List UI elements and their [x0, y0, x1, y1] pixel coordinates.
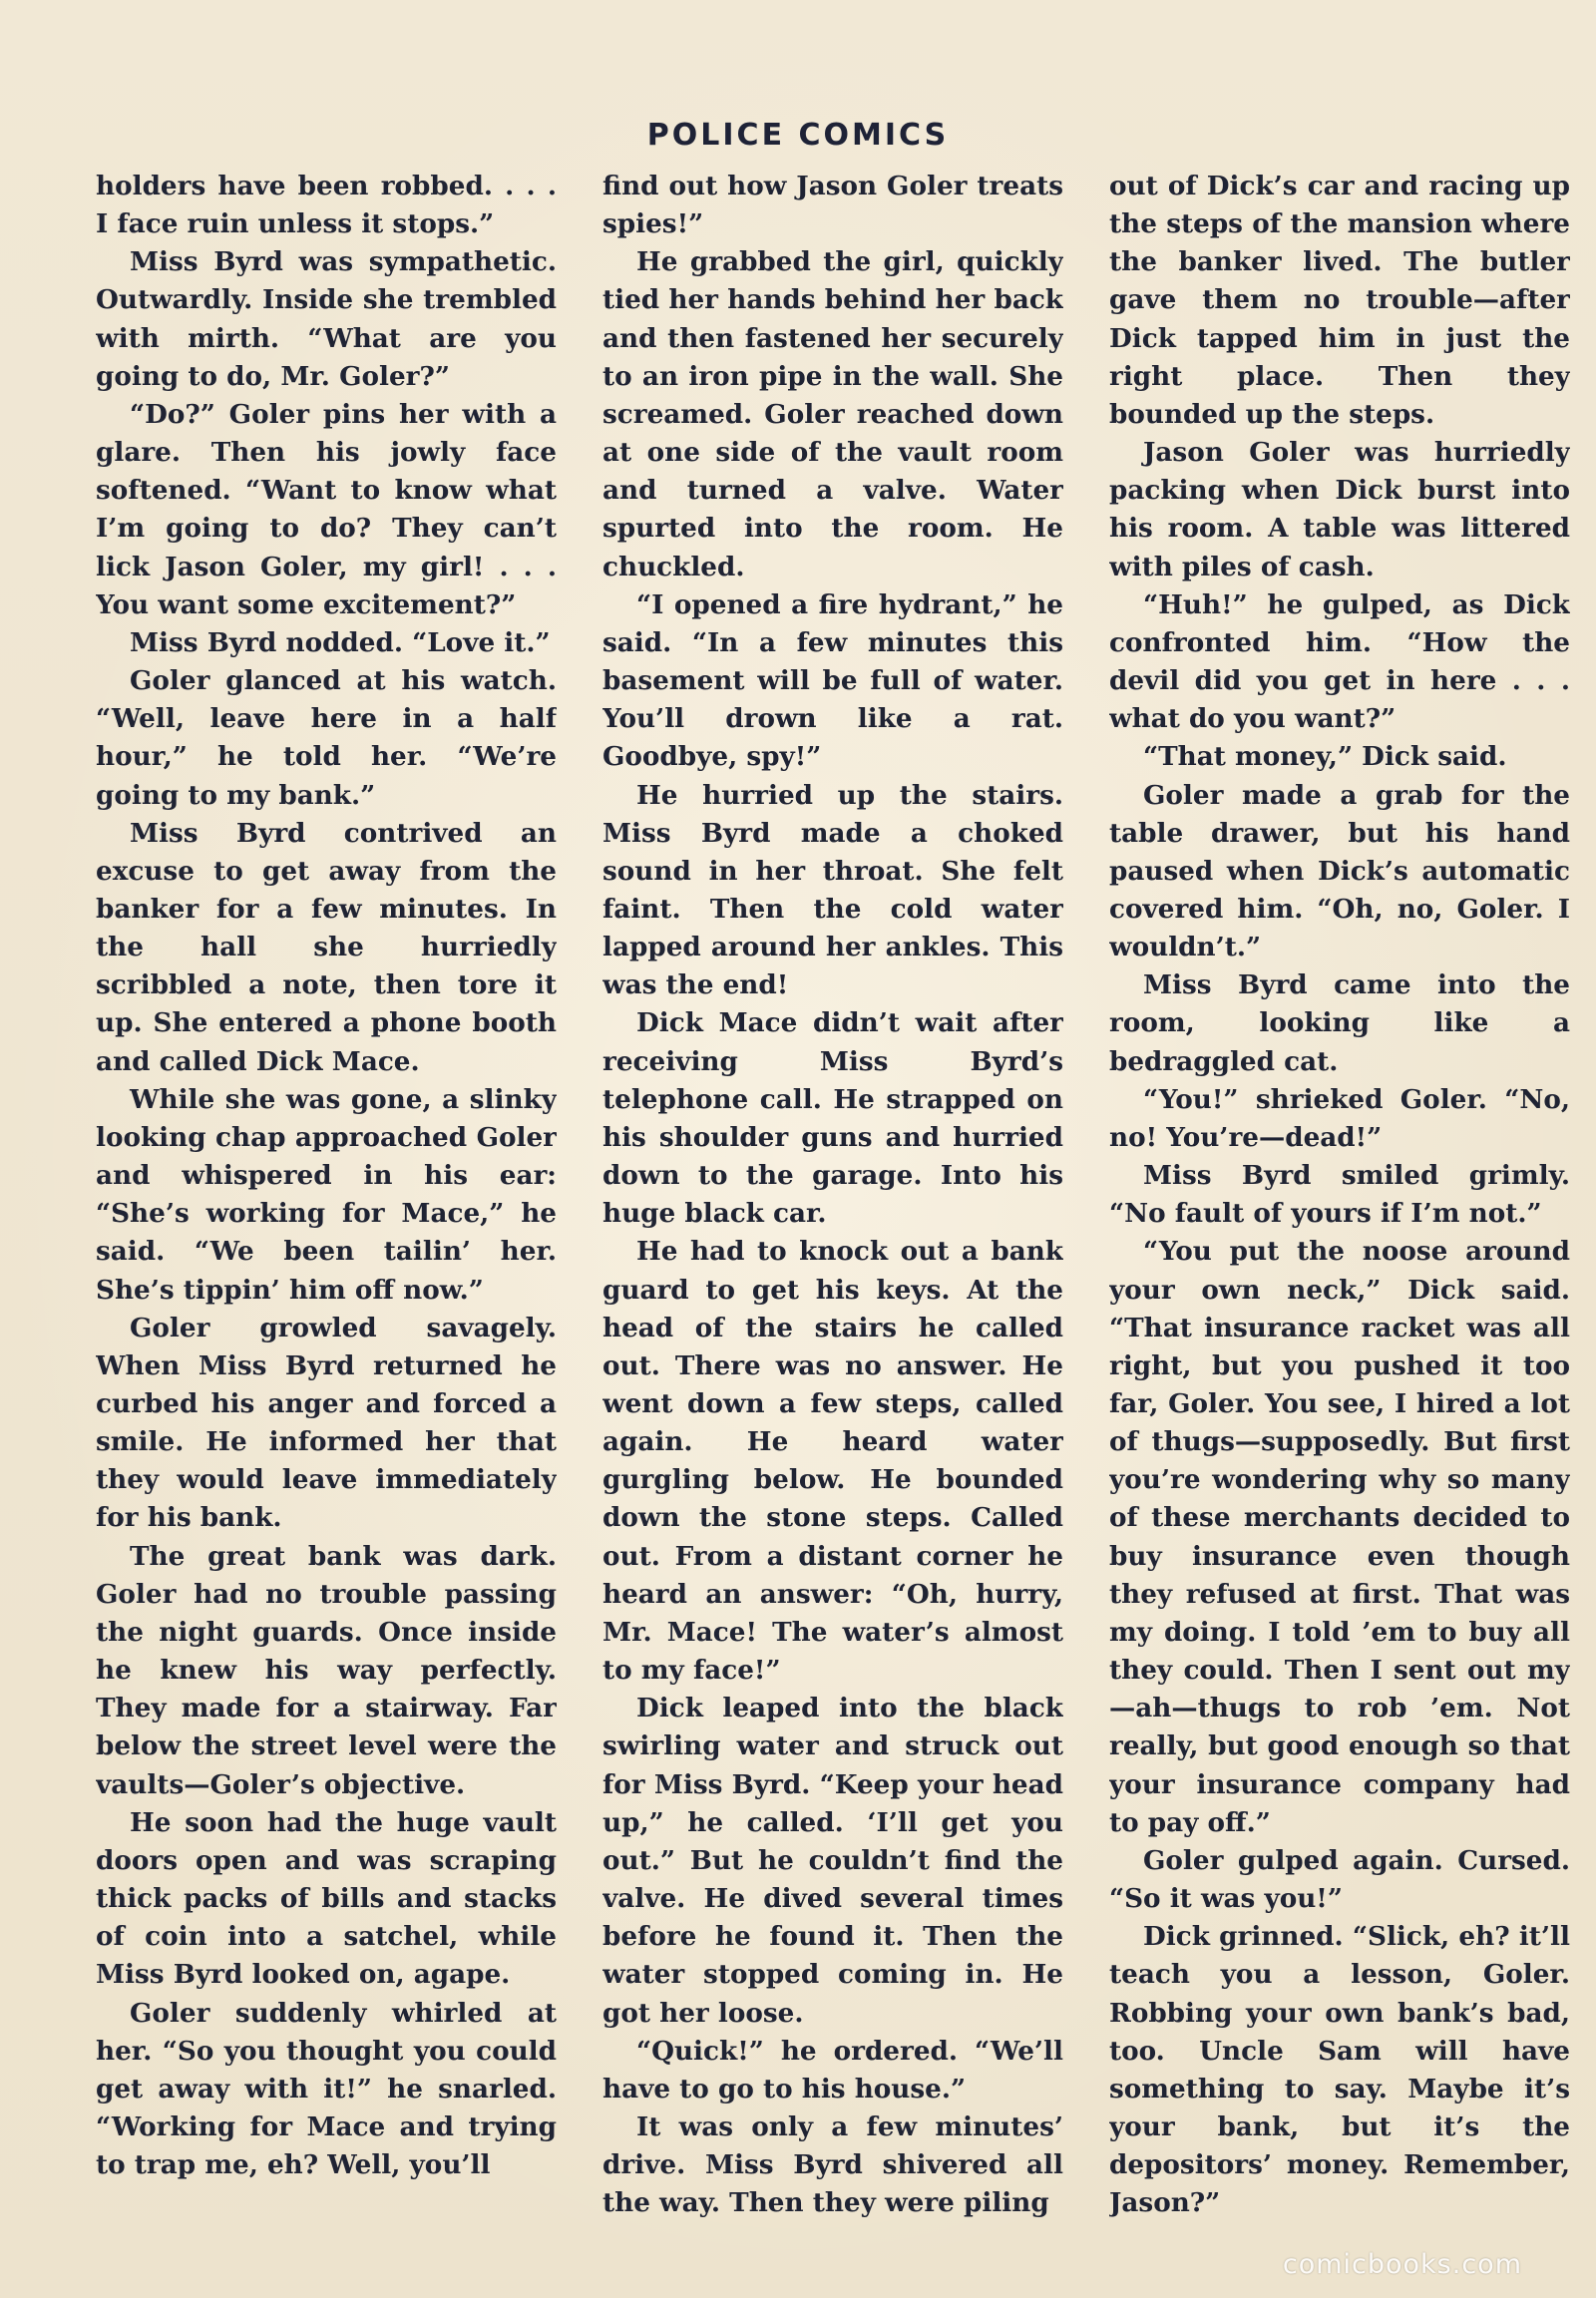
paragraph: Dick grinned. “Slick, eh? it’ll teach you a lesson, Goler. Robbing your own bank’s bad, too. Uncle Sam will have something to say. Maybe it’s your bank, but it’s the depositors’ money. Remember, Jason?”	[1109, 1921, 1570, 2219]
paragraph: “You!” shrieked Goler. “No, no! You’re—dead!”	[1109, 1083, 1570, 1153]
paragraph: The great bank was dark. Goler had no trouble passing the night guards. Once inside he knew his way perfectly. They made for a stairway. Far below the street level were the vaults—Goler’s objective.	[96, 1540, 557, 1800]
paragraph: It was only a few minutes’ drive. Miss Byrd shivered all the way. Then they were piling	[602, 2110, 1063, 2219]
paragraph: He grabbed the girl, quickly tied her hands behind her back and then fastened her securely to an iron pipe in the wall. She screamed. Goler reached down at one side of the vault room and turned a valve. Water spurted into the room. He chuckled.	[602, 246, 1063, 582]
paragraph: out of Dick’s car and racing up the steps of the mansion where the banker lived. The butler gave them no trouble—after Dick tapped him in just the right place. Then they bounded up the steps.	[1109, 171, 1570, 430]
paragraph: “Do?” Goler pins her with a glare. Then his jowly face softened. “Want to know what I’m going to do? They can’t lick Jason Goler, my girl! . . . You want some excitement?”	[96, 398, 557, 620]
paragraph: Miss Byrd nodded. “Love it.”	[130, 626, 551, 658]
paragraph: Goler growled savagely. When Miss Byrd returned he curbed his anger and forced a smile. He informed her that they would leave immediately for his bank.	[96, 1312, 557, 1534]
paragraph: Jason Goler was hurriedly packing when Dick burst into his room. A table was littered with piles of cash.	[1109, 437, 1570, 582]
column-middle	[602, 168, 1063, 2232]
paragraph: “You put the noose around your own neck,” Dick said. “That insurance racket was all right, but you pushed it too far, Goler. You see, I hired a lot of thugs—supposedly. But first you’re wondering why so many of these merchants decided to buy insurance even though they refused at first. That was my doing. I told ’em to buy all they could. Then I sent out my—ah—thugs to rob ’em. Not really, but good enough so that your insurance company had to pay off.”	[1109, 1236, 1570, 1838]
paragraph: Miss Byrd contrived an excuse to get away from the banker for a few minutes. In the hall she hurriedly scribbled a note, then tore it up. She entered a phone booth and called Dick Mace.	[96, 817, 557, 1077]
paragraph: Miss Byrd came into the room, looking like a bedraggled cat.	[1109, 969, 1570, 1077]
paragraph: He had to knock out a bank guard to get his keys. At the head of the stairs he called out. There was no answer. He went down a few steps, called again. He heard water gurgling below. He bounded down the stone steps. Called out. From a distant corner he heard an answer: “Oh, hurry, Mr. Mace! The water’s almost to my face!”	[602, 1236, 1063, 1687]
paragraph: “I opened a fire hydrant,” he said. “In a few minutes this basement will be full of water. You’ll drown like a rat. Goodbye, spy!”	[602, 588, 1063, 773]
paragraph: Dick Mace didn’t wait after receiving Miss Byrd’s telephone call. He strapped on his shoulder guns and hurried down to the garage. Into his huge black car.	[602, 1007, 1063, 1230]
paragraph: Miss Byrd was sympathetic. Outwardly. Inside she trembled with mirth. “What are you going to do, Mr. Goler?”	[96, 246, 557, 392]
paragraph: Goler made a grab for the table drawer, but his hand paused when Dick’s automatic covered him. “Oh, no, Goler. I wouldn’t.”	[1109, 779, 1570, 963]
paragraph: “That money,” Dick said.	[1143, 741, 1507, 773]
paragraph: Miss Byrd smiled grimly. “No fault of yours if I’m not.”	[1109, 1160, 1570, 1230]
paragraph: While she was gone, a slinky looking chap approached Goler and whispered in his ear: “She’s working for Mace,” he said. “We been tailin’ her. She’s tippin’ him off now.”	[96, 1083, 557, 1306]
paragraph: Goler glanced at his watch. “Well, leave here in a half hour,” he told her. “We’re going to my bank.”	[96, 665, 557, 811]
paragraph: “Quick!” he ordered. “We’ll have to go to his house.”	[602, 2035, 1063, 2105]
site-watermark: comicbooks.com	[1282, 2249, 1522, 2280]
paragraph: holders have been robbed. . . . I face ruin unless it stops.”	[96, 171, 557, 240]
paragraph: Goler suddenly whirled at her. “So you thought you could get away with it!” he snarled. “Working for Mace and trying to trap me, eh? Well, you’ll	[96, 1997, 557, 2181]
paragraph: find out how Jason Goler treats spies!”	[602, 171, 1063, 240]
running-head: POLICE COMICS	[646, 118, 950, 153]
paragraph: Goler gulped again. Cursed. “So it was you!”	[1109, 1844, 1570, 1915]
column-right	[1109, 168, 1570, 2232]
column-left	[96, 168, 557, 2232]
paragraph: “Huh!” he gulped, as Dick confronted him. “How the devil did you get in here . . . what do you want?”	[1109, 588, 1570, 735]
paragraph: Dick leaped into the black swirling water and struck out for Miss Byrd. “Keep your head up,” he called. ‘I’ll get you out.” But he couldn’t find the valve. He dived several times before he found it. Then the water stopped coming in. He got her loose.	[602, 1693, 1063, 2029]
text-columns	[96, 168, 1570, 2232]
paragraph: He soon had the huge vault doors open and was scraping thick packs of bills and stacks of coin into a satchel, while Miss Byrd looked on, agape.	[96, 1806, 557, 1991]
paragraph: He hurried up the stairs. Miss Byrd made a choked sound in her throat. She felt faint. Then the cold water lapped around her ankles. This was the end!	[602, 779, 1063, 1001]
